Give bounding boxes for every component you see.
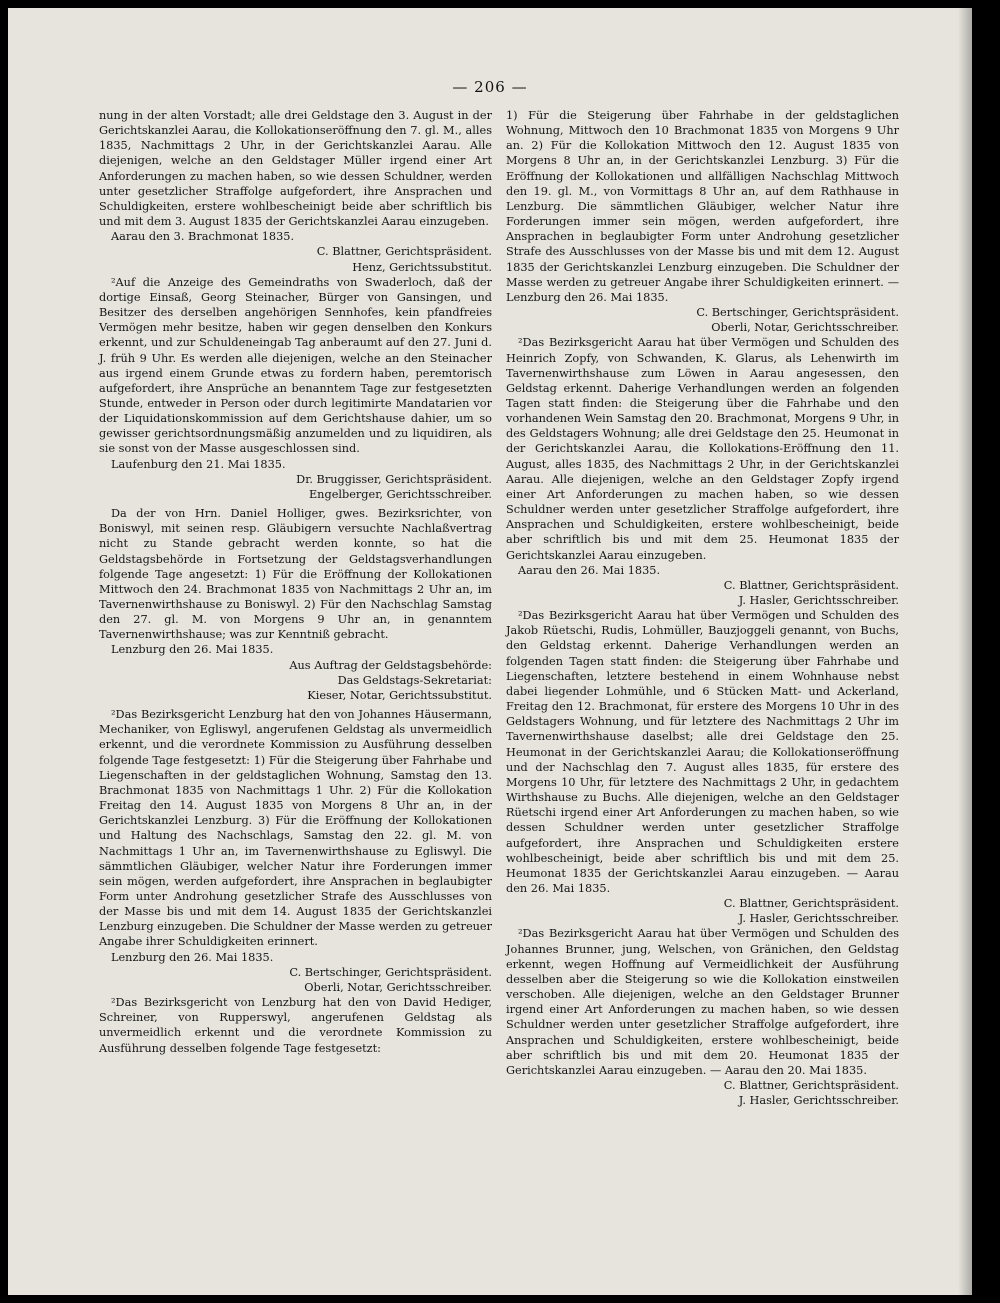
signature-line: Oberli, Notar, Gerichtsschreiber. bbox=[304, 980, 492, 994]
newspaper-page bbox=[8, 8, 972, 1295]
notice-continuation: nung in der alten Vorstadt; alle drei Geldstage den 3. August in der Gerichtskanzlei Aarau, die Kollokationseröffnung den 7. gl. M., alles 1835, Nachmittags 2 Uhr, in der Gerichtskanzlei Aarau. Alle diejenigen, welche an den Geldstager Müller irgend einer Art Anforderungen zu machen haben, so wie dessen Schuldner, werden unter gesetzlicher Straffolge aufgefordert, ihre Ansprachen und Schuldigkeiten, erstere wohlbescheinigt beide aber schriftlich bis und mit dem 3. August 1835 der Gerichtskanzlei Aarau einzugeben. bbox=[99, 109, 492, 229]
signature-line: C. Bertschinger, Gerichtspräsident. bbox=[696, 306, 899, 320]
signature-line: C. Blattner, Gerichtspräsident. bbox=[723, 578, 899, 592]
right-column bbox=[506, 108, 899, 1108]
notice-paragraph: ²Auf die Anzeige des Gemeindraths von Swaderloch, daß der dortige Einsaß, Georg Steinacher, Bürger von Gansingen, und Besitzer des derselben angehörigen Sennhofes, kein pfandfreies Vermögen mehr besitze, haben wir gegen denselben den Konkurs erkennt, und zur Schuldeneingab Tag anberaumt auf den 27. Juni d. J. früh 9 Uhr. Es werden alle diejenigen, welche an den Steinacher aus irgend einem Grunde etwas zu fordern haben, peremtorisch aufgefordert, ihre Ansprüche an benanntem Tage zur festgesetzten Stunde, entweder in Person oder durch legitimirte Mandatarien vor der Liquidationskommission auf dem Gerichtshause dahier, um so gewisser gerichtsordnungsmäßig anzumelden und zu liquidiren, als sie sonst von der Masse ausgeschlossen sind. bbox=[99, 275, 492, 456]
signature-line: C. Bertschinger, Gerichtspräsident. bbox=[289, 965, 492, 979]
notice-date: Lenzburg den 26. Mai 1835. bbox=[111, 950, 274, 964]
signature-line: Henz, Gerichtssubstitut. bbox=[352, 260, 492, 274]
signature-line: J. Hasler, Gerichtsschreiber. bbox=[738, 912, 899, 926]
signature-line: C. Blattner, Gerichtspräsident. bbox=[723, 897, 899, 911]
signature-line: C. Blattner, Gerichtspräsident. bbox=[316, 245, 492, 259]
signature-line: Dr. Bruggisser, Gerichtspräsident. bbox=[296, 472, 492, 486]
signature-line: Oberli, Notar, Gerichtsschreiber. bbox=[711, 321, 899, 335]
signature-line: C. Blattner, Gerichtspräsident. bbox=[723, 1079, 899, 1092]
notice-paragraph: ²Das Bezirksgericht Aarau hat über Vermögen und Schulden des Johannes Brunner, jung, Welschen, von Gränichen, den Geldstag erkennt, wegen Hoffnung auf Vermeidlichkeit der Ausführung desselben aber die Steigerung so wie die Kollokation einstweilen verschoben. Alle diejenigen, welche an den Geldstager Brunner irgend einer Art Anforderungen zu machen haben, so wie dessen Schuldner werden unter gesetzlicher Straffolge aufgefordert, ihre Ansprachen und Schuldigkeiten, erstere wohlbescheinigt, beide aber schriftlich bis und mit dem 20. Heumonat 1835 der Gerichtskanzlei Aarau einzugeben. — Aarau den 20. Mai 1835. bbox=[506, 927, 899, 1077]
notice-paragraph: ²Das Bezirksgericht Aarau hat über Vermögen und Schulden des Jakob Rüetschi, Rudis, Lohmüller, Bauzjoggeli genannt, von Buchs, den Geldstag erkennt. Daherige Verhandlungen werden an folgenden Tagen statt finden: die Steigerung über Fahrhabe und Liegenschaften, letztere bestehend in einem Wohnhause nebst dabei liegender Lohmühle, und 6 Stücken Matt- und Ackerland, Freitag den 12. Brachmonat, für erstere des Morgens 10 Uhr in des Geldstagers Wohnung, und für letztere des Nachmittags 2 Uhr im Tavernenwirthshause daselbst; alle drei Geldstage den 25. Heumonat in der Gerichtskanzlei Aarau; die Kollokationseröffnung und der Nachschlag den 7. August alles 1835, für erstere des Morgens 10 Uhr, für letztere des Nachmittags 2 Uhr, in gedachtem Wirthshause zu Buchs. Alle diejenigen, welche an den Geldstager Rüetschi irgend einer Art Anforderungen zu machen haben, so wie dessen Schuldner werden unter gesetzlicher Straffolge aufgefordert, ihre Ansprachen und Schuldigkeiten erstere wohlbescheinigt, beide aber schriftlich bis und mit dem 25. Heumonat 1835 der Gerichtskanzlei Aarau einzugeben. — Aarau den 26. Mai 1835. bbox=[506, 609, 899, 895]
notice-paragraph: Da der von Hrn. Daniel Holliger, gwes. Bezirksrichter, von Boniswyl, mit seinen resp. Gläubigern versuchte Nachlaßvertrag nicht zu Stande gebracht werden konnte, so hat die Geldstagsbehörde in Fortsetzung der Geldstagsverhandlungen folgende Tage angesetzt: 1) Für die Eröffnung der Kollokationen Mittwoch den 24. Brachmonat 1835 von Nachmittags 2 Uhr an, im Tavernenwirthshause zu Boniswyl. 2) Für den Nachschlag Samstag den 27. gl. M. von Morgens 9 Uhr an, in genanntem Tavernenwirthshause; was zur Kenntniß gebracht. bbox=[99, 507, 492, 642]
signature-line: Das Geldstags-Sekretariat: bbox=[337, 673, 492, 687]
signature-line: Aus Auftrag der Geldstagsbehörde: bbox=[289, 658, 492, 672]
signature-line: Kieser, Notar, Gerichtssubstitut. bbox=[307, 688, 492, 702]
signature-line: Engelberger, Gerichtsschreiber. bbox=[308, 487, 492, 501]
notice-paragraph: ²Das Bezirksgericht Lenzburg hat den von Johannes Häusermann, Mechaniker, von Egliswyl, angerufenen Geldstag als unvermeidlich erkennt, und die verordnete Kommission zu Ausführung desselben folgende Tage festgesetzt: 1) Für die Steigerung über Fahrhabe und Liegenschaften in der geldstaglichen Wohnung, Samstag den 13. Brachmonat 1835 von Nachmittags 1 Uhr. 2) Für die Kollokation Freitag den 14. August 1835 von Morgens 8 Uhr an, in der Gerichtskanzlei Lenzburg. 3) Für die Eröffnung der Kollokationen und Haltung des Nachschlags, Samstag den 22. gl. M. von Nachmittags 1 Uhr an, im Tavernenwirthshause zu Egliswyl. Die sämmtlichen Gläubiger, welcher Natur ihre Forderungen immer sein mögen, werden aufgefordert, ihre Ansprachen in beglaubigter Form unter Androhung gesetzlicher Strafe des Ausschlusses von der Masse bis und mit dem 14. August 1835 der Gerichtskanzlei Lenzburg einzugeben. Die Schuldner der Masse werden zu getreuer Angabe ihrer Schuldigkeiten erinnert. bbox=[99, 708, 492, 949]
notice-date: Laufenburg den 21. Mai 1835. bbox=[111, 457, 286, 471]
signature-line: J. Hasler, Gerichtsschreiber. bbox=[738, 594, 899, 607]
notice-date: Aarau den 3. Brachmonat 1835. bbox=[111, 230, 295, 244]
page-number: — 206 — bbox=[452, 78, 528, 96]
notice-continuation: 1) Für die Steigerung über Fahrhabe in der geldstaglichen Wohnung, Mittwoch den 10 Brachmonat 1835 von Morgens 9 Uhr an. 2) Für die Kollokation Mittwoch den 12. August 1835 von Morgens 8 Uhr an, in der Gerichtskanzlei Lenzburg. 3) Für die Eröffnung der Kollokationen und allfälligen Nachschlag Mittwoch den 19. gl. M., von Vormittags 8 Uhr an, auf dem Rathhause in Lenzburg. Die sämmtlichen Gläubiger, welcher Natur ihre Forderungen immer sein mögen, werden aufgefordert, ihre Ansprachen in beglaubigter Form unter Androhung gesetzlicher Strafe des Ausschlusses von der Masse bis und mit dem 12. August 1835 der Gerichtskanzlei Lenzburg einzugeben. Die Schuldner der Masse werden zu getreuer Angabe ihrer Schuldigkeiten erinnert. — Lenzburg den 26. Mai 1835. bbox=[506, 109, 899, 304]
signature-line: J. Hasler, Gerichtsschreiber. bbox=[738, 1094, 899, 1108]
left-column bbox=[99, 108, 492, 1056]
notice-paragraph: ²Das Bezirksgericht von Lenzburg hat den von David Hediger, Schreiner, von Rupperswyl, angerufenen Geldstag als unvermeidlich erkennt und die verordnete Kommission zu Ausführung desselben folgende Tage festgesetzt: bbox=[99, 996, 492, 1055]
notice-paragraph: ²Das Bezirksgericht Aarau hat über Vermögen und Schulden des Heinrich Zopfy, von Schwanden, K. Glarus, als Lehenwirth im Tavernenwirthshause zum Löwen in Aarau angesessen, den Geldstag erkennt. Daherige Verhandlungen werden an folgenden Tagen statt finden: die Steigerung über die Fahrhabe und den vorhandenen Wein Samstag den 20. Brachmonat, Morgens 9 Uhr, in des Geldstagers Wohnung; alle drei Geldstage den 25. Heumonat in der Gerichtskanzlei Aarau, die Kollokations-Eröffnung den 11. August, alles 1835, des Nachmittags 2 Uhr, in der Gerichtskanzlei Aarau. Alle diejenigen, welche an den Geldstager Zopfy irgend einer Art Anforderungen zu machen haben, so wie dessen Schuldner werden unter gesetzlicher Straffolge aufgefordert, ihre Ansprachen und Schuldigkeiten, erstere wohlbescheinigt, beide aber schriftlich bis und mit dem 25. Heumonat 1835 der Gerichtskanzlei Aarau einzugeben. bbox=[506, 336, 899, 562]
notice-date: Lenzburg den 26. Mai 1835. bbox=[111, 643, 274, 657]
notice-date: Aarau den 26. Mai 1835. bbox=[518, 563, 661, 577]
